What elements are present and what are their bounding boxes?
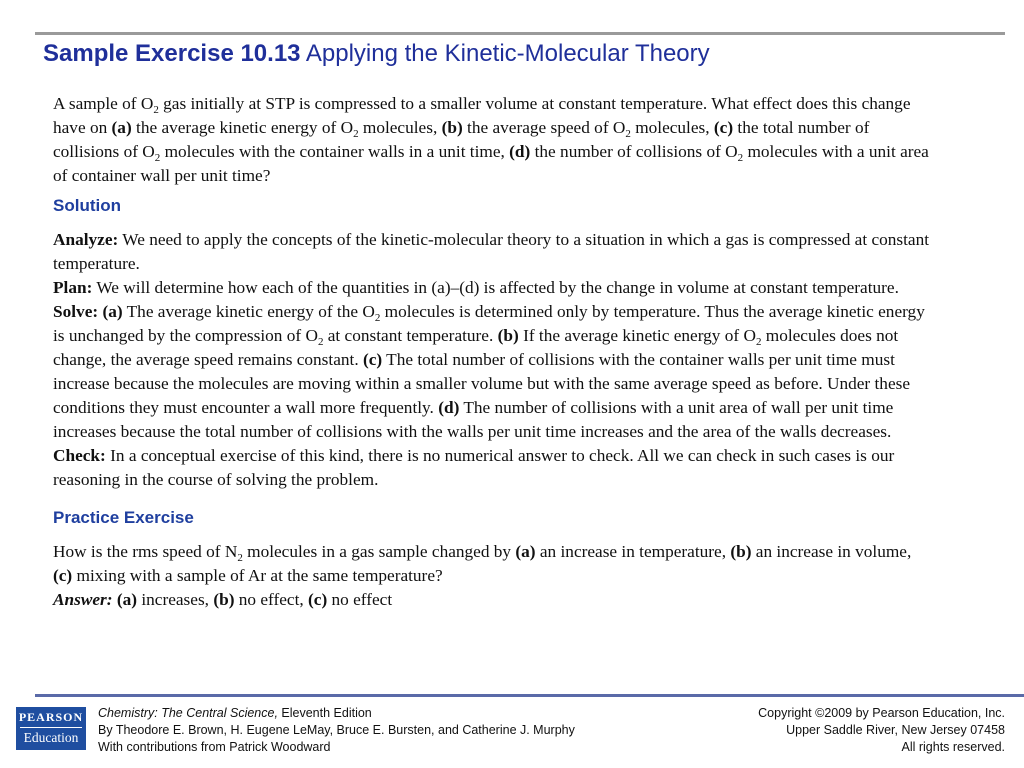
subscript: 2 <box>237 552 243 564</box>
logo-separator <box>20 727 82 728</box>
authors-line: By Theodore E. Brown, H. Eugene LeMay, Bruce E. Bursten, and Catherine J. Murphy <box>98 723 575 737</box>
analyze-paragraph <box>53 228 933 276</box>
part-label: (b) <box>213 590 235 609</box>
text: molecules does not change, the average speed remains constant. <box>53 326 899 369</box>
text: no effect <box>327 590 393 609</box>
part-label: (b) <box>441 118 463 137</box>
text: molecules in a gas sample changed by <box>242 542 516 561</box>
text: the average kinetic energy of O <box>131 118 354 137</box>
text: molecules with the container walls in a unit time, <box>160 142 510 161</box>
copyright-line: Copyright ©2009 by Pearson Education, Inc. <box>758 706 1005 720</box>
rights-line: All rights reserved. <box>901 740 1005 754</box>
text: molecules, <box>358 118 442 137</box>
part-label: (a) <box>111 118 132 137</box>
part-label: (a) <box>116 590 138 609</box>
text: We need to apply the concepts of the kinetic-molecular theory to a situation in which a gas is compressed at constant temperature. <box>53 230 930 273</box>
part-label: (c) <box>713 118 734 137</box>
question-paragraph <box>53 92 933 188</box>
book-title: Chemistry: The Central Science, <box>98 706 278 720</box>
location-line: Upper Saddle River, New Jersey 07458 <box>786 723 1005 737</box>
practice-paragraph <box>53 540 933 588</box>
footer-citation <box>98 705 575 756</box>
part-label: (a) <box>515 542 536 561</box>
part-label: (d) <box>438 398 460 417</box>
practice-heading: Practice Exercise <box>53 508 194 527</box>
analyze-label: Analyze: <box>53 230 119 249</box>
answer-paragraph <box>53 588 933 612</box>
text: molecules with a unit area of container wall per unit time? <box>53 142 929 185</box>
text: molecules, <box>630 118 714 137</box>
text: the number of collisions of O <box>530 142 738 161</box>
text: at constant temperature. <box>323 326 498 345</box>
subscript: 2 <box>154 152 161 164</box>
plan-label: Plan: <box>53 278 93 297</box>
text: The number of collisions with a unit area of wall per unit time increases because the total number of collisions with the walls per unit time increases and the area of the walls decreases. <box>53 398 894 441</box>
part-label: (a) <box>102 302 123 321</box>
slide-body <box>53 92 933 612</box>
check-paragraph <box>53 444 933 492</box>
part-label: (b) <box>497 326 519 345</box>
solution-heading: Solution <box>53 196 121 215</box>
slide-title <box>43 40 710 68</box>
text: A sample of O <box>53 94 154 113</box>
text: an increase in volume, <box>751 542 912 561</box>
text: increases, <box>137 590 214 609</box>
part-label: (b) <box>730 542 752 561</box>
top-divider <box>35 32 1005 35</box>
text: the total number of collisions of O <box>53 118 870 161</box>
bottom-divider <box>35 694 1024 697</box>
text: gas initially at STP is compressed to a smaller volume at constant temperature. What effect does this change have on <box>53 94 911 137</box>
part-label: (d) <box>509 142 531 161</box>
contributions-line: With contributions from Patrick Woodward <box>98 740 331 754</box>
logo-bottom-text: Education <box>23 730 79 745</box>
subscript: 2 <box>755 336 762 348</box>
subscript: 2 <box>625 128 631 140</box>
text: mixing with a sample of Ar at the same temperature? <box>72 566 443 585</box>
pearson-logo <box>16 707 86 750</box>
text: How is the rms speed of N <box>53 542 238 561</box>
text: an increase in temperature, <box>535 542 731 561</box>
subscript: 2 <box>153 104 159 116</box>
footer-copyright <box>758 705 1005 756</box>
text: If the average kinetic energy of O <box>518 326 756 345</box>
book-edition: Eleventh Edition <box>277 706 372 720</box>
subscript: 2 <box>374 312 381 324</box>
logo-top-text: PEARSON <box>18 710 84 724</box>
book-line <box>98 705 575 722</box>
text: In a conceptual exercise of this kind, there is no numerical answer to check. All we can check in such cases is our reasoning in the course of solving the problem. <box>53 446 895 489</box>
subscript: 2 <box>737 152 744 164</box>
text: no effect, <box>234 590 309 609</box>
slide-title-bold: Sample Exercise 10.13 <box>43 40 301 67</box>
part-label: (c) <box>53 566 73 585</box>
part-label: (c) <box>308 590 328 609</box>
part-label: (c) <box>362 350 383 369</box>
text: We will determine how each of the quantities in (a)–(d) is affected by the change in volume at constant temperature. <box>92 278 899 297</box>
subscript: 2 <box>317 336 324 348</box>
answer-label: Answer: <box>53 590 113 609</box>
plan-paragraph <box>53 276 933 300</box>
text: molecules is determined only by temperature. Thus the average kinetic energy is unchanged by the compression of O <box>53 302 925 345</box>
check-label: Check: <box>53 446 106 465</box>
text: the average speed of O <box>462 118 626 137</box>
solve-paragraph <box>53 300 933 444</box>
text: The average kinetic energy of the O <box>122 302 375 321</box>
subscript: 2 <box>353 128 359 140</box>
slide-title-rest: Applying the Kinetic-Molecular Theory <box>300 40 710 67</box>
text: The total number of collisions with the container walls per unit time must increase because the molecules are moving within a smaller volume but with the same average speed as before. Under these conditions they must encounter a wall more frequently. <box>53 350 911 417</box>
solve-label: Solve: <box>53 302 99 321</box>
